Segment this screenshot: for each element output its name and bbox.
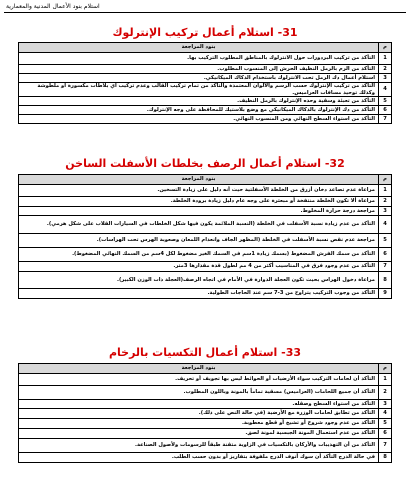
table-header-row [19,175,392,185]
col-header-num: م [379,364,392,374]
table-header-row [19,43,392,53]
table-row: 6 التأكد من سمك الفرش المضغوط (بسمك زيادة 1سم في السمك الغير مضغوط لكل 4سم من السمك النهائي المضغوط). [19,248,392,262]
table-row: 1 التأكد من تركيب البردورات حول الانترلوك بالمناطق المطلوب التركيب بها. [19,53,392,65]
col-header-items: بنود المراجعة [19,175,379,185]
section-title-31: 31- استلام أعمال تركيب الإنترلوك [112,26,298,39]
table-row: 2 التأكد من الرم بالرمل النظيف الحرش إلى المنسوب المطلوب. [19,65,392,74]
table-row: 9 التأكد من وجوب التركيب يتراوح من 3-7 سم عند الحاجات الطولية. [19,289,392,299]
col-header-num: م [379,43,392,53]
section-title-33: 33- استلام أعمال التكسيات بالرخام [108,346,302,359]
table-row: 3 التأكد من استواء السطح وصقله. [19,400,392,409]
table-row: 5 التأكد من تعبئة وسقية وحده الإنترلوك بالرمل النظيف. [19,97,392,106]
table-row: 3 استلام أعمال دك الرمل تحت الانترلوك باستخدام الدكاك الميكانيكي. [19,74,392,83]
page-header: استلام بنود الأعمال المدنية والمعمارية [6,3,100,10]
table-row: 6 التأكد من عدم استعمال المونة الجبسية لمونة لصق. [19,429,392,439]
table-row: 7 التأكد من عدم وجود فرق في المناسيب أكثر من 4 مم لطول قدة مقدارها 3متر. [19,262,392,272]
table-row: 8 مراعاة دخول الهراس بحيث تكون العجلة الدوارة في الأمام في اتجاه الرصف(العجلة ذات الوزن الكبير). [19,272,392,289]
header-rule [4,12,406,13]
table-row: 6 التأكد من دك الإنترلوك بالدكاك الميكانيكي مع وضع بلاستيك للمحافظة على وجه الإنترلوك. [19,106,392,115]
col-header-num: م [379,175,392,185]
col-header-items: بنود المراجعة [19,364,379,374]
table-row: 7 التأكد من استواء السطح النهائي ومن المنسوب النهائي. [19,115,392,124]
table-row: 2 مراعاة ألا تكون الخلطة منتفخة أو مبعثرة على وجه عام دليل زيادة برودة الخلطة. [19,197,392,207]
col-header-items: بنود المراجعة [19,43,379,53]
table-row: 2 التأكد أن جميع اللحامات (العراميس) مسقية تماماً بالمونة وباللون المطلوب. [19,386,392,400]
table-row: 3 مراجعة درجة حرارة المخلوط. [19,207,392,216]
table-row: 1 التأكد أن لحامات التركيب سواء الأرضيات أو الحوائط ليس بها تجويف أو تحريف. [19,374,392,386]
section-title-32: 32- استلام أعمال الرصف بخلطات الأسفلت الساخن [65,157,345,170]
table-row: 4 التأكد من عدم زيادة نسبة الأسفلت في الخلطة (النسبة الملائمة يكون فيها شكل الخلطات في السيارات القلاب على شكل هرمي). [19,216,392,234]
table-row: 4 التأكد من تركيب الإنترلوك حسب الرسم والألوان المعتمدة والتأكد من تمام تركيب القالب وعدم تركيب أي بلاطات مكسورة أو ملطوشة وكذلك توحيد مسافات العراميس. [19,83,392,97]
table-row: 7 التأكد من أن التهذيبات والأركان بالتكسيات في الزاوية متقنة طبقاً للرسومات ولأصول الصناعة. [19,439,392,453]
table-row: 1 مراعاة عدم تصاعد دخان أزرق من الخلطة الأسفلتية حيث أنه دليل على زيادة التسخين. [19,185,392,197]
table-row: 8 في حالة الدرج التأكد أن سوك أنوف الدرج ملفوفة بتفاريز أو بدون حسب الطلب. [19,453,392,463]
table-row: 5 التأكد من عدم وجود شروخ أو تشيخ أو قطع معطوبة. [19,419,392,429]
checklist-table-31 [18,42,392,124]
checklist-table-32 [18,174,392,299]
table-row: 5 مراجعة عدم نقص نسبة الأسفلت في الخلطة (المظهر الجاف وانعدام اللمعان وصعوبة الهرس تحت الهراسات). [19,234,392,248]
table-header-row [19,364,392,374]
checklist-table-33 [18,363,392,463]
table-row: 4 التأكد من تطابق لحامات الوزرة مع الأرضية (في حالة النص على ذلك). [19,409,392,419]
